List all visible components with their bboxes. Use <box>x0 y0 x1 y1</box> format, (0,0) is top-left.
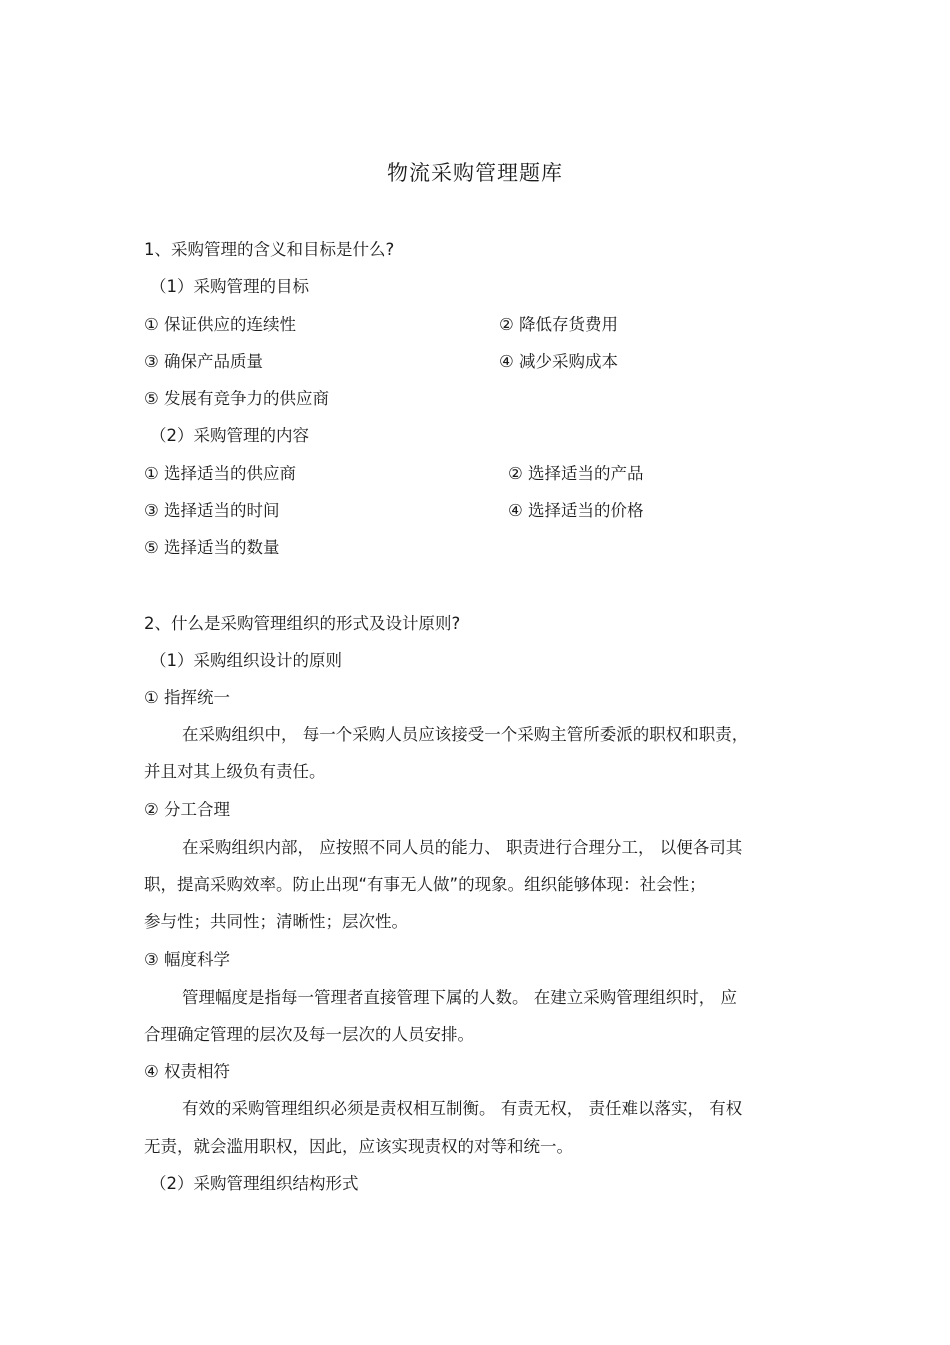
q1-content-item: ② 选择适当的产品 <box>508 464 644 483</box>
principle-1-text: 并且对其上级负有责任。 <box>144 762 326 781</box>
principle-1-title: ① 指挥统一 <box>144 688 231 707</box>
q2-part1-heading: （1）采购组织设计的原则 <box>150 651 342 670</box>
question-2: 2、什么是采购管理组织的形式及设计原则? <box>144 614 461 633</box>
q1-goal-item: ⑤ 发展有竞争力的供应商 <box>144 389 330 408</box>
q1-goal-item: ① 保证供应的连续性 <box>144 315 297 334</box>
q1-content-item: ④ 选择适当的价格 <box>508 501 644 520</box>
principle-4-text: 无责，就会滥用职权，因此，应该实现责权的对等和统一。 <box>144 1137 573 1156</box>
q1-content-item: ⑤ 选择适当的数量 <box>144 538 280 557</box>
q2-part2-heading: （2）采购管理组织结构形式 <box>150 1174 359 1193</box>
principle-3-title: ③ 幅度科学 <box>144 950 231 969</box>
question-1: 1、采购管理的含义和目标是什么? <box>144 240 395 259</box>
principle-2-text: 参与性；共同性；清晰性；层次性。 <box>144 912 408 931</box>
q1-goal-item: ② 降低存货费用 <box>499 315 619 334</box>
principle-4-text: 有效的采购管理组织必须是责权相互制衡。 有责无权， 责任难以落实， 有权 <box>182 1099 743 1118</box>
principle-2-title: ② 分工合理 <box>144 800 231 819</box>
q1-content-item: ③ 选择适当的时间 <box>144 501 280 520</box>
principle-3-text: 管理幅度是指每一管理者直接管理下属的人数。 在建立采购管理组织时， 应 <box>182 988 737 1007</box>
principle-4-title: ④ 权责相符 <box>144 1062 231 1081</box>
q1-part2-heading: （2）采购管理的内容 <box>150 426 309 445</box>
principle-3-text: 合理确定管理的层次及每一层次的人员安排。 <box>144 1025 474 1044</box>
q1-part1-heading: （1）采购管理的目标 <box>150 277 309 296</box>
principle-1-text: 在采购组织中， 每一个采购人员应该接受一个采购主管所委派的职权和职责， <box>182 725 749 744</box>
principle-2-text: 职，提高采购效率。防止出现“有事无人做”的现象。组织能够体现：社会性； <box>144 875 706 894</box>
q1-goal-item: ③ 确保产品质量 <box>144 352 264 371</box>
q1-content-item: ① 选择适当的供应商 <box>144 464 297 483</box>
q1-goal-item: ④ 减少采购成本 <box>499 352 619 371</box>
principle-2-text: 在采购组织内部， 应按照不同人员的能力、 职责进行合理分工， 以便各司其 <box>182 838 743 857</box>
document-title: 物流采购管理题库 <box>387 161 563 185</box>
